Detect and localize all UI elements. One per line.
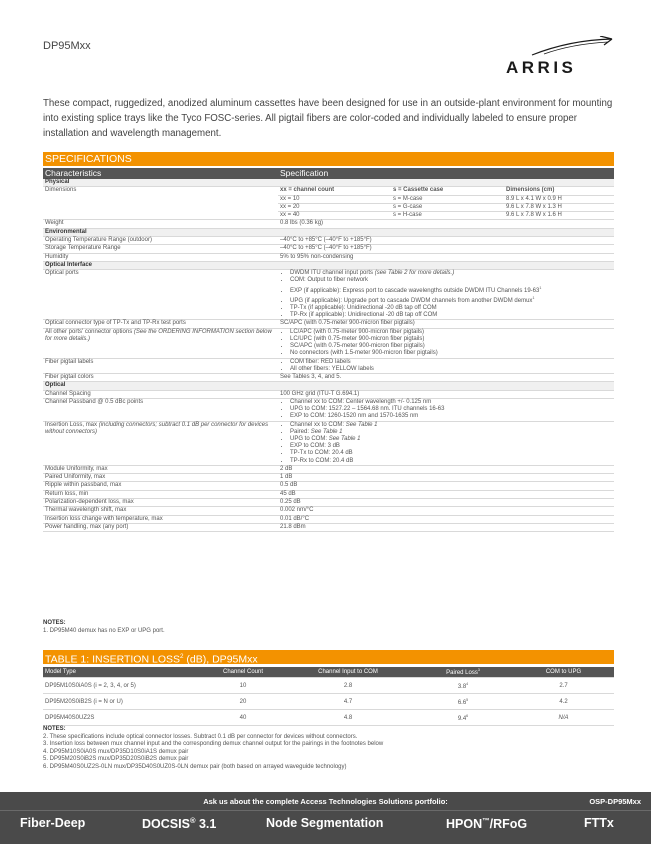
table-row: DP95M10S0iA0S (i = 2, 3, 4, or 5) 10 2.8 $3.8^4$ 2.7: [43, 678, 614, 694]
table-row: Paired Uniformity, max 1 dB: [43, 474, 614, 482]
insertion-loss-list: [280, 422, 612, 465]
op-temp-label: Operating Temperature Range (outdoor): [43, 237, 278, 245]
dim-cell: s = G-case: [391, 203, 504, 211]
footer-hpon: HPON™/RFoG: [446, 816, 528, 832]
list-item: • COM fiber: RED labels: [290, 359, 612, 366]
list-item: • COM: Output to fiber network: [290, 277, 612, 284]
dim-cell: xx = 20: [278, 203, 391, 211]
table-row: Polarization-dependent loss, max 0.25 dB: [43, 498, 614, 506]
dim-cell: s = H-case: [391, 212, 504, 220]
dim-cell: 9.6 L x 7.8 W x 1.3 H: [504, 203, 614, 211]
dim-cell: s = M-case: [391, 195, 504, 203]
footer-code: OSP-DP95Mxx: [589, 797, 641, 806]
dim-head-case: s = Cassette case: [391, 187, 504, 195]
spec-notes: NOTES: 1. DP95M40 demux has no EXP or UPG port.: [43, 620, 165, 634]
conn-tp-label: Optical connector type of TP-Tx and TP-Rx test ports: [43, 320, 278, 328]
footer-divider: [0, 810, 651, 811]
labels-list: [280, 359, 612, 373]
dimensions-label: Dimensions: [43, 187, 278, 220]
category-optical-interface: Optical Interface: [43, 261, 614, 269]
table1-header-row: [43, 667, 614, 678]
list-item: • Channel xx to COM: See Table 1: [290, 422, 612, 429]
insertion-loss-table: [43, 667, 614, 726]
conn-tp-value: SC/APC (with 0.75-meter 900-micron fiber pigtails): [278, 320, 614, 328]
intro-paragraph: These compact, ruggedized, anodized aluminum cassettes have been designed for use in an outside-plant environment for mounting into existing splice trays like the Tyco FOSC-series. All pigtail fibers are color-coded and individually labeled to ensure proper installation and wavelength management.: [43, 98, 613, 139]
list-item: • TP-Tx to COM: 20.4 dB: [290, 450, 612, 457]
footer-node-segmentation: Node Segmentation: [266, 816, 384, 830]
th-input: Channel Input to COM: [283, 667, 413, 678]
weight-label: Weight: [43, 220, 278, 228]
dim-cell: 8.9 L x 4.1 W x 0.9 H: [504, 195, 614, 203]
weight-value: 0.8 lbs (0.36 kg): [278, 220, 614, 228]
arris-arrow-icon: [530, 36, 614, 56]
op-temp-value: –40°C to +85°C (–40°F to +185°F): [278, 237, 614, 245]
footer-docsis: DOCSIS® 3.1: [142, 816, 217, 832]
table-row: Thermal wavelength shift, max 0.002 nm/°C: [43, 507, 614, 515]
dim-cell: xx = 40: [278, 212, 391, 220]
th-count: Channel Count: [203, 667, 283, 678]
st-temp-value: –40°C to +85°C (–40°F to +185°F): [278, 245, 614, 253]
colors-label: Fiber pigtail colors: [43, 374, 278, 382]
dim-cell: xx = 10: [278, 195, 391, 203]
col-specification: Specification: [278, 168, 614, 179]
other-conn-label: All other ports' connector options (See the ORDERING INFORMATION section below for more details.): [43, 328, 278, 358]
passband-label: Channel Passband @ 0.5 dBc points: [43, 398, 278, 421]
list-item: • No connectors (with 1.5-meter 900-micron fiber pigtails): [290, 350, 612, 357]
table-row: Ripple within passband, max 0.5 dB: [43, 482, 614, 490]
th-paired: Paired Loss$^3$: [413, 667, 513, 678]
col-characteristics: Characteristics: [43, 168, 278, 179]
dim-cell: 9.6 L x 7.8 W x 1.6 H: [504, 212, 614, 220]
list-item: • SC/APC (with 0.75-meter 900-micron fiber pigtails): [290, 343, 612, 350]
list-item: • UPG to COM: See Table 1: [290, 436, 612, 443]
table-row: Module Uniformity, max 2 dB: [43, 465, 614, 473]
list-item: • DWDM ITU channel input ports (see Table 2 for more details.): [290, 270, 612, 277]
colors-value: See Tables 3, 4, and 5.: [278, 374, 614, 382]
arris-logo: [506, 36, 614, 78]
document-code: DP95Mxx: [43, 40, 91, 52]
list-item: • EXP (if applicable): Express port to cascade wavelengths outside DWDM ITU Channels $19-63^1$: [290, 285, 612, 295]
footer-ask: Ask us about the complete Access Technologies Solutions portfolio:: [203, 797, 448, 806]
category-environmental: Environmental: [43, 228, 614, 236]
list-item: • TP-Rx to COM: 20.4 dB: [290, 458, 612, 465]
humidity-label: Humidity: [43, 253, 278, 261]
table1-notes: NOTES: 2. These specifications include optical connector losses. Subtract 0.1 dB per connector for devices without connectors. 3. Insertion loss between mux channel input and the corresponding demux channel output for the pairings in the footnotes below 4. DP95M10S0iA0S mux/DP35D10S0iA1S demux pair 5. DP95M20S0iB2S mux/DP35D20S0iB2S demux pair 6. DP95M40S0UZ2S-0LN mux/DP35D40S0UZ0S-0LN demux pair (both based on arrayed waveguide technology): [43, 726, 384, 770]
table-row: Power handling, max (any port) 21.8 dBm: [43, 523, 614, 531]
list-item: • EXP to COM: 3 dB: [290, 443, 612, 450]
labels-label: Fiber pigtail labels: [43, 358, 278, 373]
category-optical: Optical: [43, 382, 614, 390]
optical-ports-label: Optical ports: [43, 270, 278, 320]
th-upg: COM to UPG: [513, 667, 614, 678]
footer-fiber-deep: Fiber-Deep: [20, 816, 86, 830]
dim-head-channel: xx = channel count: [278, 187, 391, 195]
th-model: Model Type: [43, 667, 203, 678]
passband-list: [280, 399, 612, 421]
list-item: • LC/APC (with 0.75-meter 900-micron fiber pigtails): [290, 329, 612, 336]
list-item: • Channel xx to COM: Center wavelength +/- 0.125 nm: [290, 399, 612, 406]
list-item: • EXP to COM: 1260-1520 nm and 1570-1635 nm: [290, 413, 612, 420]
other-conn-list: [280, 329, 612, 358]
insertion-loss-label: Insertion Loss, max (including connectors; subtract 0.1 dB per connector for devices without connectors): [43, 421, 278, 465]
specifications-title: SPECIFICATIONS: [43, 152, 614, 166]
table1-title: TABLE 1: INSERTION LOSS$^2$ (dB), DP95Mxx: [43, 650, 614, 664]
specifications-table: [43, 168, 614, 532]
category-physical: Physical: [43, 179, 614, 187]
footer-bar: [0, 792, 651, 844]
list-item: • LC/UPC (with 0.75-meter 900-micron fiber pigtails): [290, 336, 612, 343]
list-item: • Paired: See Table 1: [290, 429, 612, 436]
humidity-value: 5% to 95% non-condensing: [278, 253, 614, 261]
table-row: Insertion loss change with temperature, max 0.01 dB/°C: [43, 515, 614, 523]
list-item: • TP-Tx (if applicable): Unidirectional -20 dB tap off COM: [290, 305, 612, 312]
table-row: DP95M20S0iB2S (i = N or U) 20 4.7 $6.6^5$ 4.2: [43, 694, 614, 710]
table-row: Return loss, min 45 dB: [43, 490, 614, 498]
list-item: • UPG to COM: 1527.22 – 1564.68 nm. ITU channels 16-63: [290, 406, 612, 413]
spacing-label: Channel Spacing: [43, 390, 278, 398]
spec-header-row: [43, 168, 614, 179]
logo-wordmark: ARRIS: [506, 58, 577, 77]
list-item: • All other fibers: YELLOW labels: [290, 366, 612, 373]
dim-head-dimensions: Dimensions (cm): [504, 187, 614, 195]
optical-ports-list: [280, 270, 612, 319]
list-item: • UPG (if applicable): Upgrade port to cascade DWDM channels from another DWDM demux$^1$: [290, 295, 612, 305]
st-temp-label: Storage Temperature Range: [43, 245, 278, 253]
footer-fttx: FTTx: [584, 816, 614, 830]
spacing-value: 100 GHz grid (ITU-T G.694.1): [278, 390, 614, 398]
table-row: DP95M40S0UZ2S 40 4.8 $9.4^6$ N/A: [43, 710, 614, 726]
list-item: • TP-Rx (if applicable): Unidirectional -20 dB tap off COM: [290, 312, 612, 319]
